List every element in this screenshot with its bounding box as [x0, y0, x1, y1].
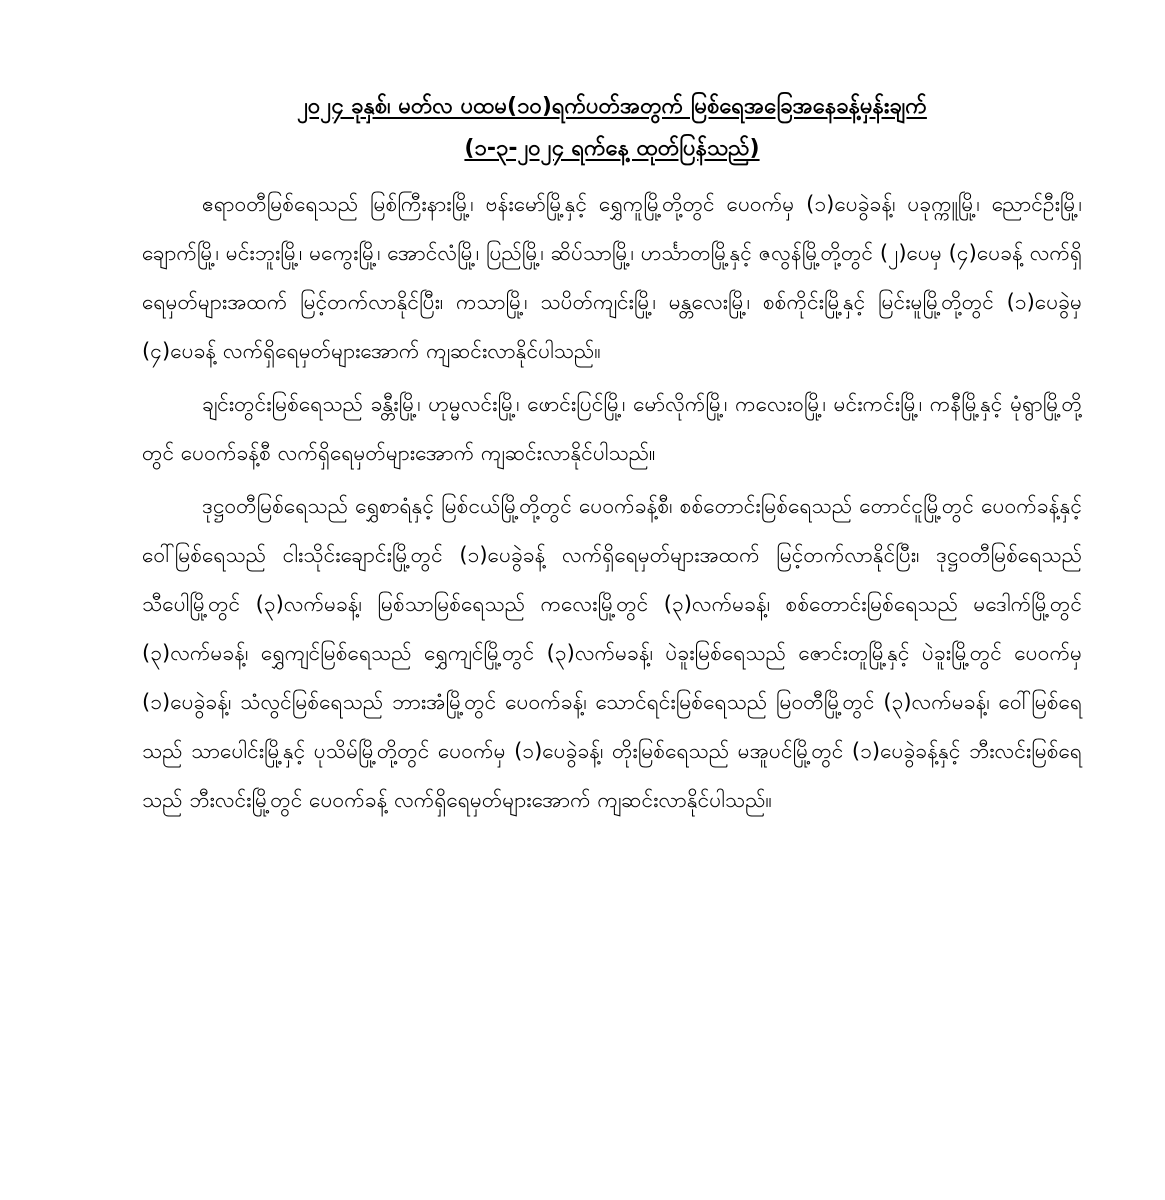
document-title: [142, 86, 1082, 170]
paragraph-chindwin: ချင်းတွင်းမြစ်ရေသည် ခန္တီးမြို့၊ ဟုမ္မလင်းမြို့၊ ဖောင်းပြင်မြို့၊ မော်လိုက်မြို့၊ ကလေးဝမြို့၊ မင်းကင်းမြို့၊ ကနီမြို့နှင့် မုံရွာမြို့တို့တွင် ပေဝက်ခန့်စီ လက်ရှိရေမှတ်များအောက် ကျဆင်းလာနိုင်ပါသည်။: [142, 392, 1082, 465]
document-page: [142, 86, 1082, 829]
paragraph-ayeyarwady: ဧရာဝတီမြစ်ရေသည် မြစ်ကြီးနားမြို့၊ ဗန်းမော်မြို့နှင့် ရွှေကူမြို့တို့တွင် ပေဝက်မှ (၁)ပေခွဲခန့်၊ ပခုက္ကူမြို့၊ ညောင်ဦးမြို့၊ ချောက်မြို့၊ မင်းဘူးမြို့၊ မကွေးမြို့၊ အောင်လံမြို့၊ ပြည်မြို့၊ ဆိပ်သာမြို့၊ ဟင်္သာတမြို့နှင့် ဇလွန်မြို့တို့တွင် (၂)ပေမှ (၄)ပေခန့် လက်ရှိရေမှတ်များအထက် မြင့်တက်လာနိုင်ပြီး၊ ကသာမြို့၊ သပိတ်ကျင်းမြို့၊ မန္တလေးမြို့၊ စစ်ကိုင်းမြို့နှင့် မြင်းမူမြို့တို့တွင် (၁)ပေခွဲမှ (၄)ပေခန့် လက်ရှိရေမှတ်များအောက် ကျဆင်းလာနိုင်ပါသည်။: [142, 192, 1082, 363]
title-line-2: (၁-၃-၂၀၂၄ ရက်နေ့ ထုတ်ပြန်သည်): [464, 136, 760, 161]
paragraph-other-rivers: ဒုဋ္ဌဝတီမြစ်ရေသည် ရွှေစာရံနှင့် မြစ်ငယ်မြို့တို့တွင် ပေဝက်ခန့်စီ၊ စစ်တောင်းမြစ်ရေသည် တောင်ငူမြို့တွင် ပေဝက်ခန့်နှင့် ဝေါ်မြစ်ရေသည် ငါးသိုင်းချောင်းမြို့တွင် (၁)ပေခွဲခန့် လက်ရှိရေမှတ်များအထက် မြင့်တက်လာနိုင်ပြီး၊ ဒုဋ္ဌဝတီမြစ်ရေသည် သီပေါမြို့တွင် (၃)လက်မခန့်၊ မြစ်သာမြစ်ရေသည် ကလေးမြို့တွင် (၃)လက်မခန့်၊ စစ်တောင်းမြစ်ရေသည် မဒေါက်မြို့တွင် (၃)လက်မခန့်၊ ရွှေကျင်မြစ်ရေသည် ရွှေကျင်မြို့တွင် (၃)လက်မခန့်၊ ပဲခူးမြစ်ရေသည် ဇောင်းတူမြို့နှင့် ပဲခူးမြို့တွင် ပေဝက်မှ (၁)ပေခွဲခန့်၊ သံလွင်မြစ်ရေသည် ဘားအံမြို့တွင် ပေဝက်ခန့်၊ သောင်ရင်းမြစ်ရေသည် မြဝတီမြို့တွင် (၃)လက်မခန့်၊ ဝေါ်မြစ်ရေသည် သာပေါင်းမြို့နှင့် ပုသိမ်မြို့တို့တွင် ပေဝက်မှ (၁)ပေခွဲခန့်၊ တိုးမြစ်ရေသည် မအူပင်မြို့တွင် (၁)ပေခွဲခန့်နှင့် ဘီးလင်းမြစ်ရေသည် ဘီးလင်းမြို့တွင် ပေဝက်ခန့် လက်ရှိရေမှတ်များအောက် ကျဆင်းလာနိုင်ပါသည်။: [142, 494, 1082, 812]
title-line-1: ၂၀၂၄ ခုနှစ်၊ မတ်လ ပထမ(၁၀)ရက်ပတ်အတွက် မြစ်ရေအခြေအနေခန့်မှန်းချက်: [297, 94, 927, 119]
